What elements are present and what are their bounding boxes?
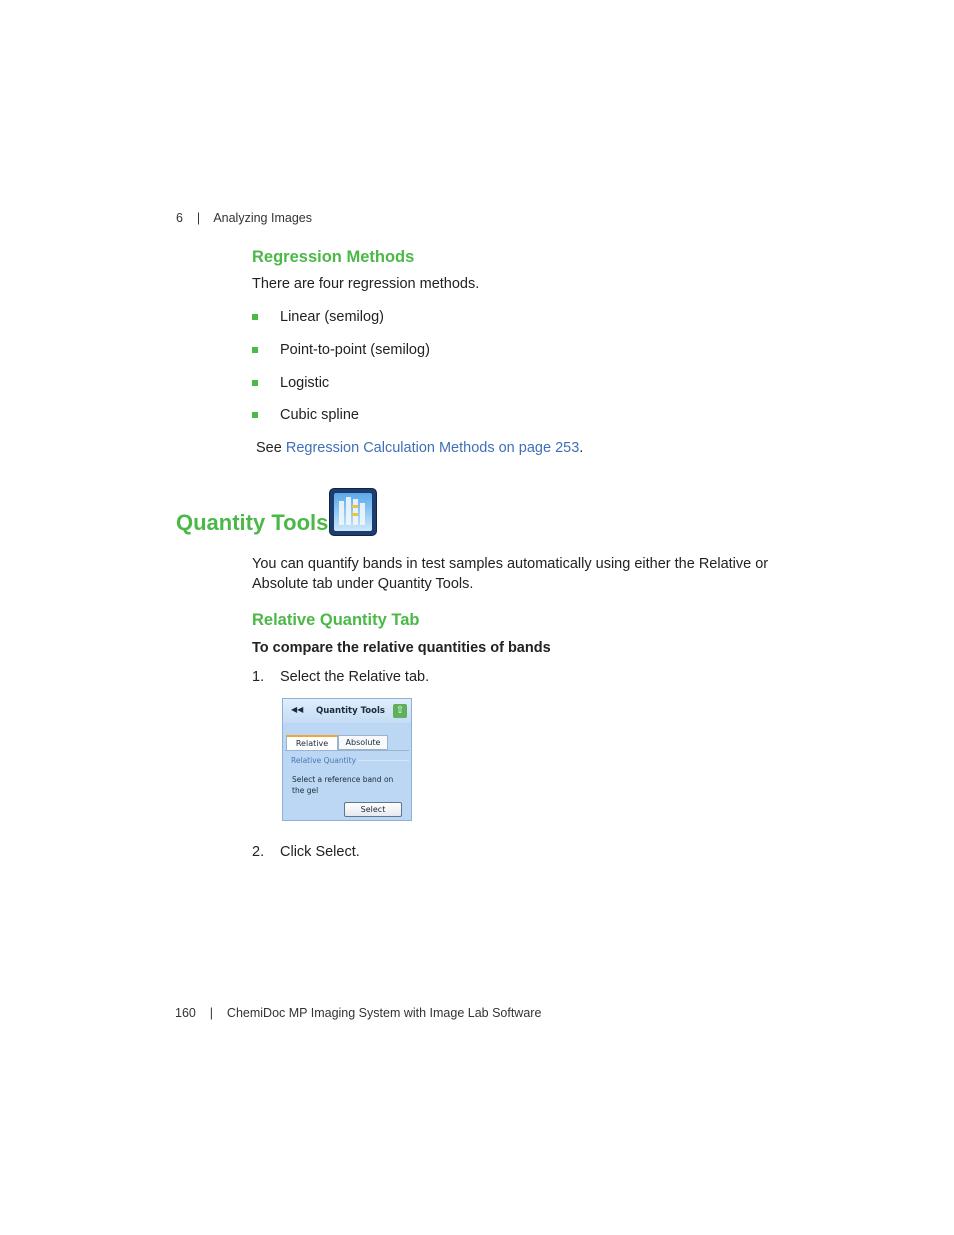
bullet-icon xyxy=(252,347,258,353)
regression-calculation-link[interactable]: Regression Calculation Methods on page 253 xyxy=(285,440,580,456)
list-item: Point-to-point (semilog) xyxy=(280,342,430,358)
header-separator: | xyxy=(196,211,201,225)
step-number: 1. xyxy=(252,669,265,685)
footer-separator: | xyxy=(209,1006,214,1020)
document-title: ChemiDoc MP Imaging System with Image Lab Software xyxy=(226,1006,542,1020)
step-text: Select the Relative tab. xyxy=(280,669,430,685)
tab-absolute[interactable]: Absolute xyxy=(338,735,388,750)
panel-title: Quantity Tools xyxy=(316,706,385,716)
tab-divider xyxy=(285,750,409,751)
chapter-title: Analyzing Images xyxy=(213,211,312,225)
running-header xyxy=(176,211,312,225)
panel-message: Select a reference band on the gel xyxy=(292,775,394,795)
page-number: 160 xyxy=(175,1006,196,1020)
chapter-number: 6 xyxy=(176,211,183,225)
bullet-icon xyxy=(252,412,258,418)
tab-relative[interactable]: Relative xyxy=(286,735,338,750)
step-text: Click Select. xyxy=(280,844,360,860)
select-button[interactable]: Select xyxy=(344,802,402,817)
step-number: 2. xyxy=(252,844,265,860)
quantity-tools-heading: Quantity Tools xyxy=(176,510,329,535)
procedure-title: To compare the relative quantities of bands xyxy=(252,640,551,656)
page-footer xyxy=(175,1006,541,1020)
bullet-icon xyxy=(252,380,258,386)
bullet-icon xyxy=(252,314,258,320)
quantity-tools-intro-line1: You can quantify bands in test samples automatically using either the Relative or xyxy=(252,556,769,572)
quantity-tools-icon xyxy=(330,489,376,535)
regression-heading: Regression Methods xyxy=(252,248,415,266)
double-chevron-left-icon[interactable]: ◀◀ xyxy=(291,705,304,714)
relative-quantity-heading: Relative Quantity Tab xyxy=(252,611,420,629)
quantity-tools-intro-line2: Absolute tab under Quantity Tools. xyxy=(252,576,474,592)
list-item: Linear (semilog) xyxy=(280,309,384,325)
list-item: Logistic xyxy=(280,375,330,391)
group-label: Relative Quantity xyxy=(291,756,357,765)
see-suffix: . xyxy=(579,440,584,456)
quantity-tools-panel xyxy=(282,698,412,821)
see-prefix: See xyxy=(256,440,286,456)
list-item: Cubic spline xyxy=(280,407,359,423)
regression-intro: There are four regression methods. xyxy=(252,276,480,292)
arrow-up-icon[interactable]: ⇧ xyxy=(393,704,407,718)
see-reference xyxy=(256,440,583,456)
